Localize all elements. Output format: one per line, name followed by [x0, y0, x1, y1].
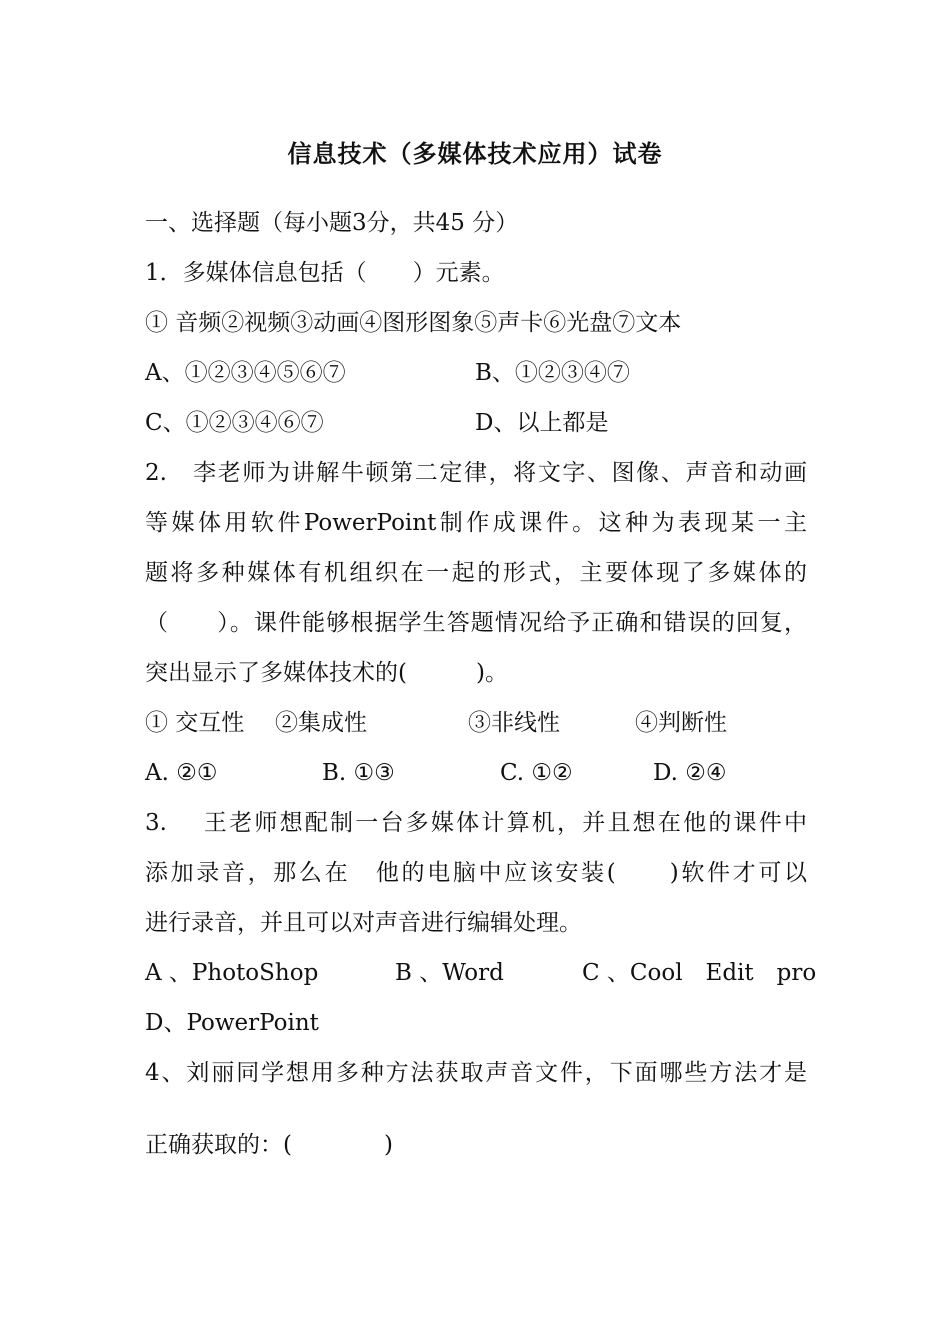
q4-line-1: 4、刘丽同学想用多种方法获取声音文件，下面哪些方法才是 [145, 1060, 807, 1086]
q3-option-c: C 、Cool Edit pro [582, 960, 817, 986]
q4-line-2: 正确获取的：( ) [145, 1132, 393, 1158]
q2-line-1: 2. 李老师为讲解牛顿第二定律，将文字、图像、声音和动画 [145, 460, 807, 486]
q3-line-2: 添加录音，那么在 他的电脑中应该安装( )软件才可以 [145, 860, 807, 886]
q2-option-b: B. ①③ [322, 760, 395, 786]
q3-option-b: B 、Word [395, 960, 504, 986]
q3-line-3: 进行录音，并且可以对声音进行编辑处理。 [145, 910, 582, 936]
q3-option-a: A 、PhotoShop [145, 960, 319, 986]
exam-title: 信息技术（多媒体技术应用）试卷 [287, 139, 663, 168]
q2-option-a: A. ②① [145, 760, 218, 786]
q3-line-1: 3. 王老师想配制一台多媒体计算机，并且想在他的课件中 [145, 810, 807, 836]
q2-line-5: 突出显示了多媒体技术的( )。 [145, 660, 508, 686]
q1-items: ① 音频②视频③动画④图形图象⑤声卡⑥光盘⑦文本 [145, 310, 682, 336]
q2-line-2: 等媒体用软件PowerPoint制作成课件。这种为表现某一主 [145, 510, 807, 536]
q1-option-a: A、①②③④⑤⑥⑦ [145, 360, 346, 386]
q3-option-d: D、PowerPoint [145, 1010, 319, 1036]
q2-item-3: ③非线性 [468, 710, 560, 736]
q2-item-1: ① 交互性 [145, 710, 245, 736]
section-heading: 一、选择题（每小题3分，共45 分） [145, 210, 519, 236]
q1-option-b: B、①②③④⑦ [475, 360, 630, 386]
q2-line-4: （ ）。课件能够根据学生答题情况给予正确和错误的回复， [145, 610, 807, 636]
q2-line-3: 题将多种媒体有机组织在一起的形式，主要体现了多媒体的 [145, 560, 807, 586]
q2-item-4: ④判断性 [635, 710, 727, 736]
q2-option-d: D. ②④ [653, 760, 727, 786]
q1-stem: 1．多媒体信息包括（ ）元素。 [145, 260, 505, 286]
q1-option-d: D、以上都是 [475, 410, 609, 436]
q2-option-c: C. ①② [500, 760, 573, 786]
q2-item-2: ②集成性 [275, 710, 367, 736]
q1-option-c: C、①②③④⑥⑦ [145, 410, 324, 436]
